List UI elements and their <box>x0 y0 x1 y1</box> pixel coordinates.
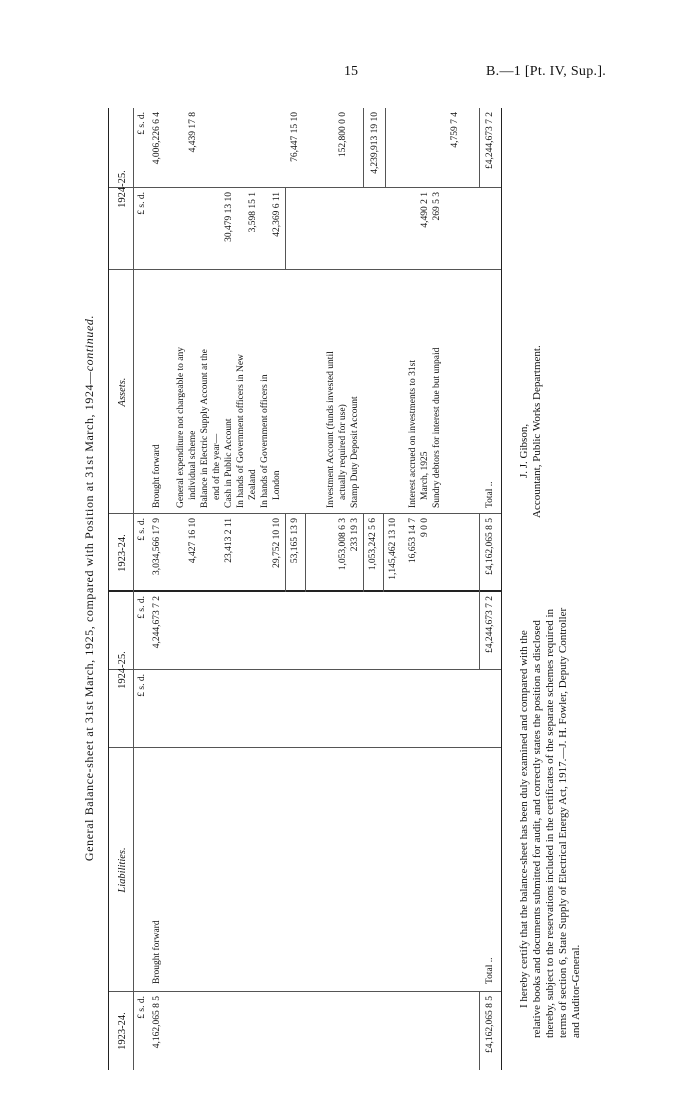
invest-prev: 1,053,008 6 3 <box>338 518 348 571</box>
signatory-title: Accountant, Public Works Department. <box>531 345 543 518</box>
unit-lsd: £ s. d. <box>137 996 147 1019</box>
asset-currsub-7: 3,598 15 1 <box>248 192 258 233</box>
audit-certificate <box>518 598 583 1038</box>
rule <box>385 108 386 188</box>
rule <box>479 108 480 188</box>
asset-subtotal-curr: 76,447 15 10 <box>290 112 300 162</box>
asset-curr-2: 4,439 17 8 <box>188 112 198 153</box>
unit-lsd: £ s. d. <box>137 596 147 619</box>
asset-total-label: Total .. <box>485 481 495 508</box>
header-1923-24-liab: 1923-24. <box>117 1012 128 1050</box>
liab-curr-total: £4,244,673 7 2 <box>485 596 495 653</box>
balance-sheet-table <box>108 108 502 1070</box>
liab-total-label: Total .. <box>485 957 495 984</box>
header-1924-25-liab: 1924-25. <box>117 651 128 689</box>
interest-curr: 4,759 7 4 <box>450 112 460 148</box>
asset-label-8: In hands of Government officers in <box>260 374 270 508</box>
interest-label-1: Interest accrued on investments to 31st <box>408 359 418 508</box>
sundry-currsub: 269 5 3 <box>432 192 442 221</box>
sub3-prev: 1,145,462 13 10 <box>388 518 398 580</box>
certificate-text: I hereby certify that the balance-sheet has been duly examined and compared with the relative books and documents submitted for audit, and correctly states the position as disclosed thereby, subject to the reservations included in the certificates of the separate schemes required in terms of section 6, State Supply of Electrical Energy Act, 1917.—J. H. Fowler, Deputy Controller and Auditor-General. <box>518 607 582 1038</box>
rule <box>479 514 480 592</box>
sheet-title <box>82 138 97 1038</box>
unit-lsd: £ s. d. <box>137 674 147 697</box>
sub2-prev: 1,053,242 5 6 <box>368 518 378 571</box>
header-liabilities: Liabilities. <box>117 847 128 893</box>
header-1923-24-assets: 1923-24. <box>117 534 128 572</box>
signatory-name: J. J. Gibson, <box>518 423 530 478</box>
asset-label-7: Zealand <box>248 469 258 500</box>
sundry-prev: 9 0 0 <box>420 518 430 537</box>
invest-curr: 152,800 0 0 <box>338 112 348 158</box>
rule <box>285 514 286 592</box>
asset-label-0: Brought forward <box>152 444 162 508</box>
asset-label-3: Balance in Electric Supply Account at the <box>200 349 210 508</box>
header-rule <box>133 108 134 1070</box>
invest-label-1: Investment Account (funds invested until <box>326 351 336 508</box>
asset-label-1: General expenditure not chargeable to any <box>176 347 186 508</box>
signature-block <box>518 218 544 518</box>
header-1924-25-assets: 1924-25. <box>117 170 128 208</box>
rule <box>363 108 364 188</box>
asset-curr-total: £4,244,673 7 2 <box>485 112 495 169</box>
sub3-curr: 4,239,913 19 10 <box>370 112 380 174</box>
col-divider <box>109 747 501 748</box>
asset-prev-2: 4,427 16 10 <box>188 518 198 564</box>
interest-currsub: 4,490 2 1 <box>420 192 430 228</box>
sundry-label: Sundry debtors for interest due but unpaid <box>432 347 442 508</box>
sheet-title-continued: continued. <box>82 314 96 372</box>
col-divider <box>109 187 501 188</box>
liab-prev-brought: 4,162,065 8 5 <box>152 996 162 1049</box>
asset-currsub-5: 30,479 13 10 <box>224 192 234 242</box>
asset-prev-total: £4,162,065 8 5 <box>485 518 495 575</box>
asset-label-2: individual scheme <box>188 430 198 500</box>
rule <box>305 514 306 592</box>
asset-label-4: end of the year— <box>212 433 222 500</box>
liab-prev-total: £4,162,065 8 5 <box>485 996 495 1053</box>
rule <box>363 514 364 592</box>
document-reference: B.—1 [Pt. IV, Sup.]. <box>486 64 607 79</box>
col-divider <box>109 991 501 992</box>
asset-prev-9: 29,752 10 10 <box>272 518 282 568</box>
invest-label-2: actually required for use) <box>338 404 348 500</box>
asset-label-9: London <box>272 470 282 500</box>
liab-curr-brought: 4,244,673 7 2 <box>152 596 162 649</box>
col-divider <box>109 669 501 670</box>
page-number: 15 <box>344 64 358 79</box>
rotated-balance-sheet <box>30 98 670 1078</box>
sheet-title-main: General Balance-sheet at 31st March, 1925, compared with Position at 31st March, 1924— <box>82 371 96 862</box>
rule <box>285 188 286 270</box>
interest-prev: 16,653 14 7 <box>408 518 418 564</box>
asset-curr-0: 4,006,226 6 4 <box>152 112 162 165</box>
unit-lsd: £ s. d. <box>137 112 147 135</box>
header-assets: Assets. <box>117 377 128 407</box>
asset-label-6: In hands of Government officers in New <box>236 354 246 508</box>
rule <box>479 992 480 1070</box>
asset-prev-5: 23,413 2 11 <box>224 518 234 563</box>
stamp-label: Stamp Duty Deposit Account <box>350 396 360 508</box>
unit-lsd: £ s. d. <box>137 518 147 541</box>
interest-label-2: March, 1925 <box>420 451 430 500</box>
asset-subtotal-prev: 53,165 13 9 <box>290 518 300 564</box>
asset-prev-0: 3,034,566 17 9 <box>152 518 162 575</box>
asset-currsub-9: 42,369 6 11 <box>272 192 282 237</box>
stamp-prev: 233 19 3 <box>350 518 360 552</box>
liab-brought-label: Brought forward <box>152 920 162 984</box>
unit-lsd: £ s. d. <box>137 192 147 215</box>
rule <box>479 592 480 670</box>
rule <box>383 514 384 592</box>
page-header <box>0 64 700 84</box>
asset-label-5: Cash in Public Account <box>224 418 234 508</box>
